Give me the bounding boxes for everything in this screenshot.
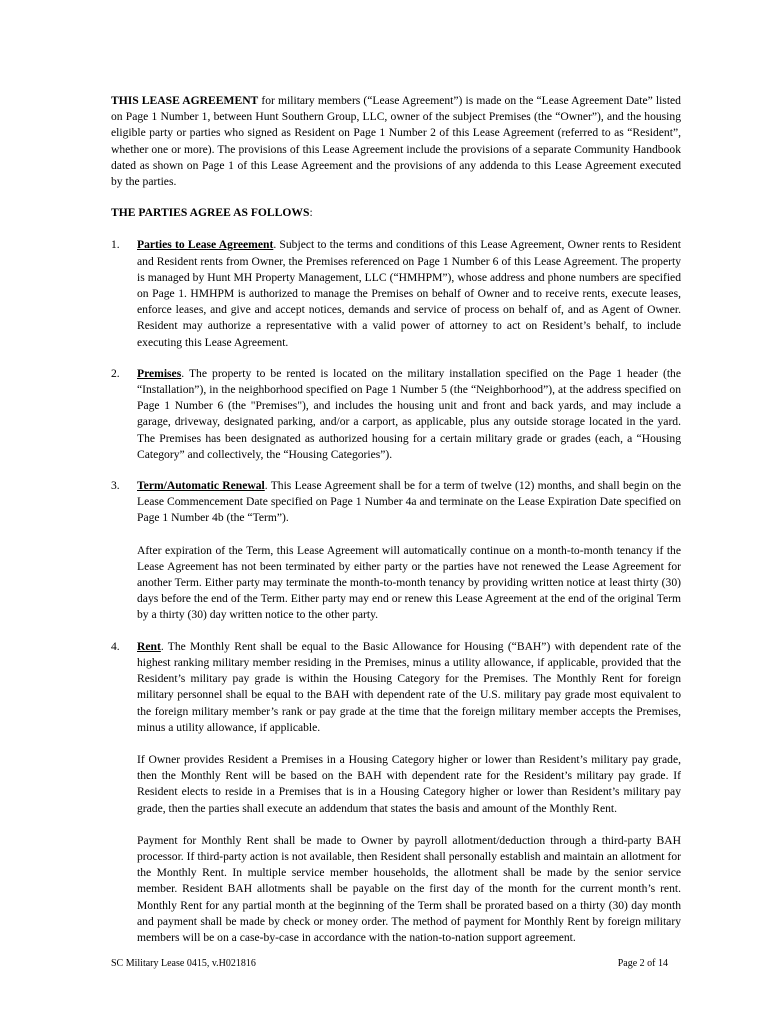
intro-lead: THIS LEASE AGREEMENT (111, 94, 259, 107)
section-text: . The Monthly Rent shall be equal to the Basic Allowance for Housing (“BAH”) with dependent rate of the highest ranking military member residing in the Premises, minus a utility allowance, if applicable, provided that the Resident’s military pay grade is within the Housing Category for the Premises. The Monthly Rent for foreign military personnel shall be equal to the BAH with dependent rate of the U.S. military pay grade most equivalent to the foreign military member’s rank or pay grade at the time that the foreign military member accepts the Premises, minus a utility allowance, if applicable. (137, 639, 681, 734)
section-paragraph (137, 237, 681, 350)
footer-document-id: SC Military Lease 0415, v.H021816 (111, 958, 256, 969)
footer-page-number: Page 2 of 14 (617, 958, 668, 969)
section-1 (111, 237, 681, 350)
section-number: 3. (111, 479, 120, 493)
section-number: 1. (111, 238, 120, 252)
section-text: . Subject to the terms and conditions of this Lease Agreement, Owner rents to Resident and Resident rents from Owner, the Premises referenced on Page 1 Number 6 of this Lease Agreement. The property is managed by Hunt MH Property Management, LLC (“HMHPM”), whose address and phone numbers are specified on Page 1. HMHPM is authorized to manage the Premises on behalf of Owner and to receive rents, execute leases, enforce leases, and give and accept notices, demands and service of process on behalf of, and as Agent of Owner. Resident may authorize a representative with a valid power of attorney to act on Resident’s behalf, to include executing this Lease Agreement. (137, 238, 681, 349)
intro-text: for military members (“Lease Agreement”) is made on the “Lease Agreement Date” listed on Page 1 Number 1, between Hunt Southern Group, LLC, owner of the subject Premises (the “Owner”), and the housing eligible party or parties who signed as Resident on Page 1 Number 2 of this Lease Agreement (referred to as “Resident”, whether one or more). The provisions of this Lease Agreement include the provisions of a separate Community Handbook dated as shown on Page 1 of this Lease Agreement and the provisions of any addenda to this Lease Agreement executed by the parties. (111, 94, 681, 189)
section-4 (111, 639, 681, 946)
section-text: . The property to be rented is located on the military installation specified on the Page 1 header (the “Installation”), in the neighborhood specified on Page 1 Number 5 (the “Neighborhood”), at the address specified on Page 1 Number 6 (the "Premises"), and includes the housing unit and front and back yards, and may include a garage, driveway, designated parking, and/or a carport, as applicable, plus any outside storage located in the yard. The Premises has been designated as authorized housing for a certain military grade or grades (each, a “Housing Category” and collectively, the “Housing Categories”). (137, 366, 681, 461)
heading-colon: : (309, 206, 313, 220)
section-paragraph (137, 366, 681, 463)
intro-paragraph (111, 93, 681, 190)
section-number: 2. (111, 366, 120, 380)
section-paragraph (137, 478, 681, 527)
section-title: Term/Automatic Renewal (137, 479, 265, 493)
section-text: . This Lease Agreement shall be for a term of twelve (12) months, and shall begin on the Lease Commencement Date specified on Page 1 Number 4a and terminate on the Lease Expiration Date specified on Page 1 Number 4b (the “Term”). (137, 479, 681, 525)
section-2 (111, 366, 681, 463)
section-3 (111, 478, 681, 624)
section-title: Parties to Lease Agreement (137, 238, 274, 252)
section-paragraph (137, 639, 681, 736)
section-paragraph: If Owner provides Resident a Premises in a Housing Category higher or lower than Resident’s military pay grade, then the Monthly Rent will be based on the BAH with dependent rate for the Resident’s military pay grade. If Resident elects to reside in a Premises that is in a Housing Category higher or lower than Resident’s military pay grade, then the parties shall execute an addendum that states the basis and amount of the Monthly Rent. (137, 752, 681, 815)
document-body (111, 93, 681, 961)
section-paragraph: Payment for Monthly Rent shall be made to Owner by payroll allotment/deduction through a third-party BAH processor. If third-party action is not available, then Resident shall personally establish and maintain an allotment for the Monthly Rent. In multiple service member households, the allotment shall be made by the senior service member. Resident BAH allotments shall be payable on the first day of the month for the current month’s rent. Monthly Rent for any partial month at the beginning of the Term shall be prorated based on a thirty (30) day month and payment shall be made by check or money order. The method of payment for Monthly Rent by foreign military members will be on a case-by-case in accordance with the nation-to-nation support agreement. (137, 833, 681, 944)
section-title: Rent (137, 639, 161, 653)
section-number: 4. (111, 639, 120, 653)
section-heading (111, 205, 681, 221)
heading-text: THE PARTIES AGREE AS FOLLOWS (111, 206, 310, 220)
section-title: Premises (137, 366, 182, 380)
section-paragraph: After expiration of the Term, this Lease Agreement will automatically continue on a month-to-month tenancy if the Lease Agreement has not been terminated by either party or the parties have not renewed the Lease Agreement for another Term. Either party may terminate the month-to-month tenancy by providing written notice at least thirty (30) days before the end of the Term. Either party may end or renew this Lease Agreement at the end of the original Term by a thirty (30) day written notice to the other party. (137, 543, 681, 622)
